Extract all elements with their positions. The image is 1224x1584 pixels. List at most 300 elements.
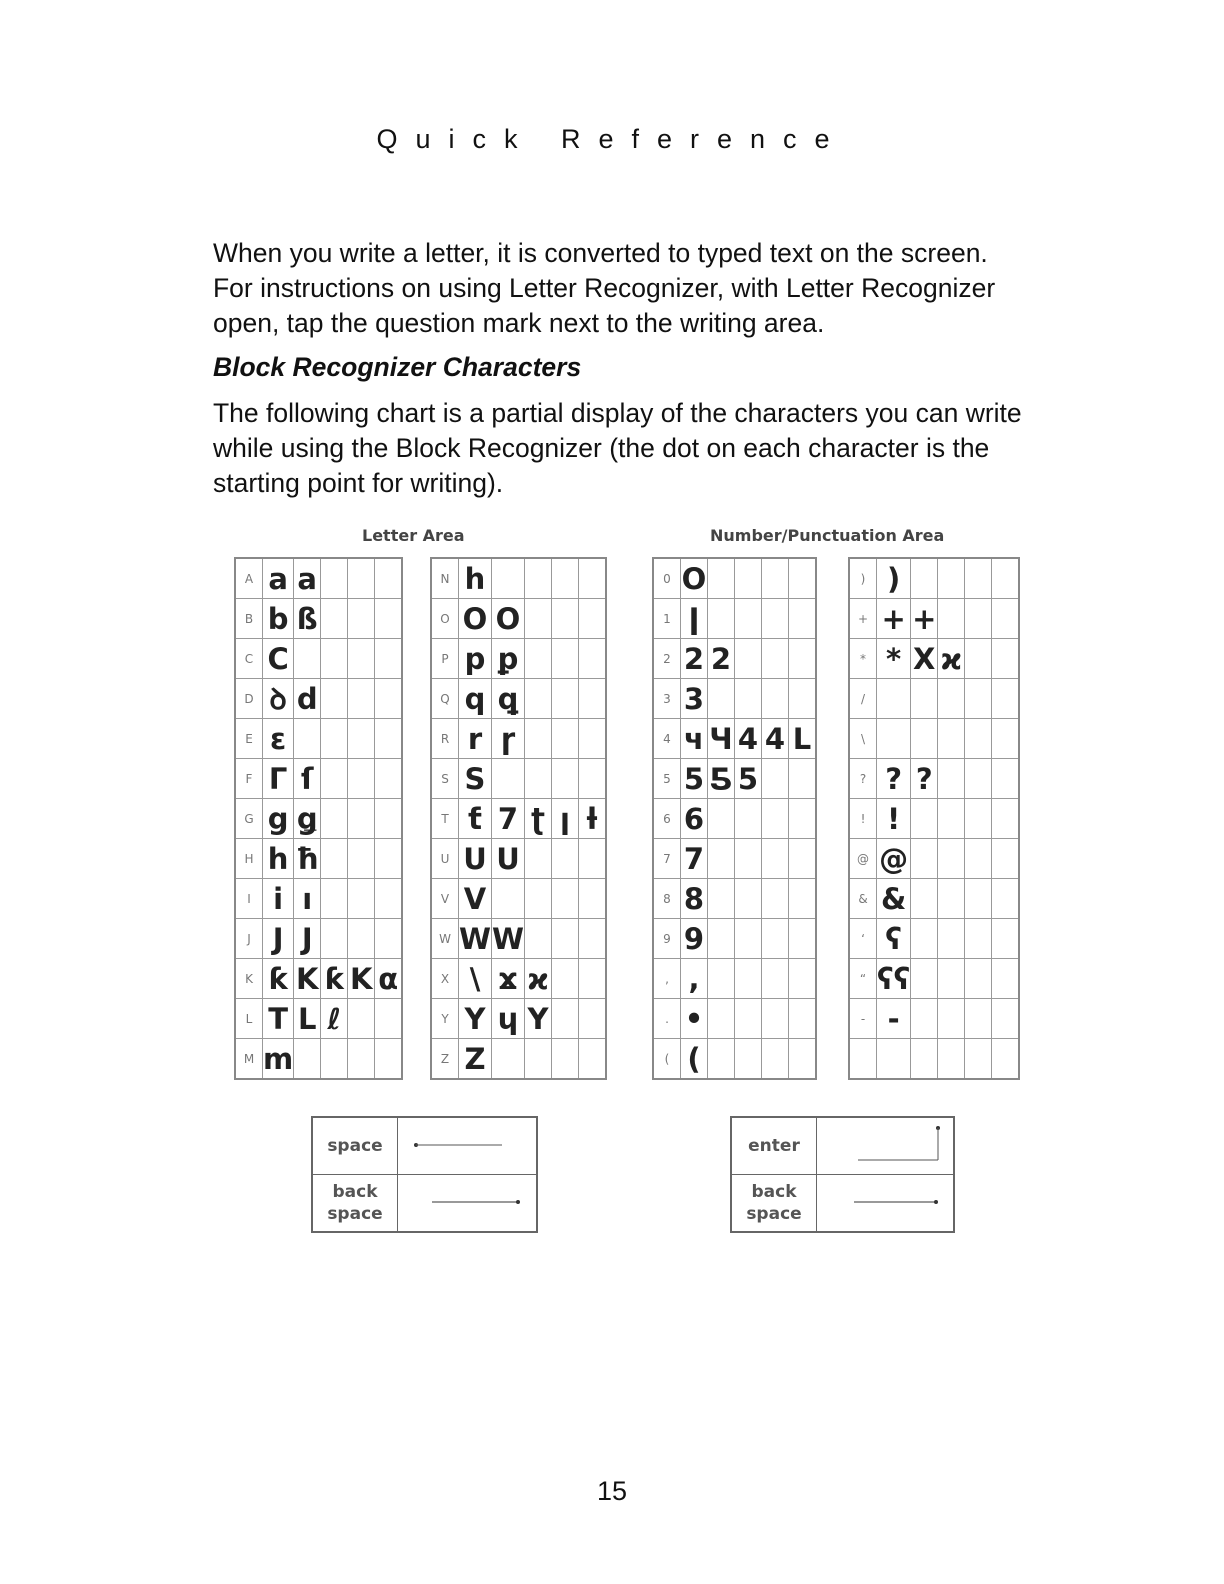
blank-cell <box>708 599 735 639</box>
blank-cell <box>525 558 552 599</box>
stroke-glyph: ǀ <box>681 599 708 639</box>
blank-cell <box>762 759 789 799</box>
blank-cell <box>938 1039 965 1080</box>
character-key: 5 <box>653 759 681 799</box>
blank-cell <box>552 558 579 599</box>
blank-cell <box>375 919 403 959</box>
blank-cell <box>735 1039 762 1080</box>
chart-row <box>849 599 1019 639</box>
stroke-glyph: 4 <box>735 719 762 759</box>
blank-cell <box>911 879 938 919</box>
blank-cell <box>965 759 992 799</box>
back-space-stroke <box>398 1175 538 1233</box>
chart-row <box>849 799 1019 839</box>
blank-cell <box>579 719 607 759</box>
chart-row <box>653 799 816 839</box>
character-key: 6 <box>653 799 681 839</box>
blank-cell <box>579 1039 607 1080</box>
blank-cell <box>579 639 607 679</box>
stroke-glyph: & <box>877 879 911 919</box>
stroke-glyph: ! <box>877 799 911 839</box>
character-key: 2 <box>653 639 681 679</box>
blank-cell <box>348 599 375 639</box>
character-key: S <box>431 759 459 799</box>
blank-cell <box>762 959 789 999</box>
blank-cell <box>938 719 965 759</box>
stroke-glyph: p <box>459 639 492 679</box>
space-stroke <box>398 1117 538 1175</box>
stroke-glyph: ɼ <box>492 719 525 759</box>
blank-cell <box>348 919 375 959</box>
stroke-glyph: Z <box>459 1039 492 1080</box>
blank-cell <box>579 879 607 919</box>
blank-cell <box>525 679 552 719</box>
blank-cell <box>321 919 348 959</box>
blank-cell <box>321 558 348 599</box>
blank-cell <box>938 919 965 959</box>
blank-cell <box>965 679 992 719</box>
back-space-label-line2: space <box>327 1204 383 1224</box>
blank-cell <box>348 639 375 679</box>
chart-row <box>235 959 402 999</box>
blank-cell <box>708 999 735 1039</box>
blank-cell <box>552 679 579 719</box>
character-key: 1 <box>653 599 681 639</box>
blank-cell <box>579 759 607 799</box>
blank-cell <box>525 599 552 639</box>
blank-cell <box>992 599 1020 639</box>
blank-cell <box>735 839 762 879</box>
stroke-glyph: • <box>681 999 708 1039</box>
blank-cell <box>375 679 403 719</box>
stroke-glyph: ʈ <box>525 799 552 839</box>
stroke-glyph: d <box>294 679 321 719</box>
chart-row <box>431 599 606 639</box>
blank-cell <box>735 558 762 599</box>
stroke-glyph: ʕ <box>877 919 911 959</box>
stroke-glyph: C <box>263 639 294 679</box>
stroke-glyph: W <box>459 919 492 959</box>
stroke-glyph: ℓ <box>321 999 348 1039</box>
blank-cell <box>708 558 735 599</box>
stroke-glyph: ꝑ <box>492 639 525 679</box>
chart-row <box>431 558 606 599</box>
chart-row <box>431 719 606 759</box>
character-key: R <box>431 719 459 759</box>
back-space-right-label-line2: space <box>746 1204 802 1224</box>
stroke-glyph: ǥ <box>294 799 321 839</box>
blank-cell <box>552 959 579 999</box>
blank-cell <box>579 919 607 959</box>
chart-row <box>235 558 402 599</box>
blank-cell <box>938 558 965 599</box>
blank-cell <box>789 959 817 999</box>
blank-cell <box>877 679 911 719</box>
blank-cell <box>375 639 403 679</box>
back-space-stroke-icon <box>412 1196 522 1208</box>
chart-row <box>849 558 1019 599</box>
enter-gesture-table <box>730 1116 955 1233</box>
blank-cell <box>965 1039 992 1080</box>
blank-cell <box>579 679 607 719</box>
stroke-glyph: ƚ <box>579 799 607 839</box>
character-key: ( <box>653 1039 681 1080</box>
blank-cell <box>348 558 375 599</box>
blank-cell <box>552 879 579 919</box>
blank-cell <box>735 799 762 839</box>
blank-cell <box>789 679 817 719</box>
stroke-glyph: J <box>294 919 321 959</box>
page-header: Quick Reference <box>376 124 848 154</box>
blank-cell <box>735 999 762 1039</box>
character-key: D <box>235 679 263 719</box>
blank-cell <box>321 759 348 799</box>
character-key: “ <box>849 959 877 999</box>
blank-cell <box>992 1039 1020 1080</box>
back-space-right-label <box>731 1175 817 1233</box>
stroke-glyph: 4 <box>762 719 789 759</box>
blank-cell <box>911 679 938 719</box>
blank-cell <box>992 839 1020 879</box>
blank-cell <box>375 879 403 919</box>
blank-cell <box>552 719 579 759</box>
blank-cell <box>965 639 992 679</box>
space-gesture-table <box>311 1116 538 1233</box>
character-key: Z <box>431 1039 459 1080</box>
blank-cell <box>789 759 817 799</box>
character-key: 4 <box>653 719 681 759</box>
stroke-glyph: S <box>459 759 492 799</box>
blank-cell <box>911 999 938 1039</box>
blank-cell <box>762 839 789 879</box>
character-key: C <box>235 639 263 679</box>
blank-cell <box>348 879 375 919</box>
stroke-glyph: \ <box>459 959 492 999</box>
blank-cell <box>348 759 375 799</box>
blank-cell <box>348 1039 375 1080</box>
stroke-glyph: O <box>492 599 525 639</box>
blank-cell <box>965 999 992 1039</box>
stroke-glyph: g <box>263 799 294 839</box>
character-key: 8 <box>653 879 681 919</box>
blank-cell <box>992 959 1020 999</box>
stroke-glyph: L <box>789 719 817 759</box>
chart-row <box>849 719 1019 759</box>
letter-table-right <box>430 557 607 1080</box>
blank-cell <box>348 999 375 1039</box>
chart-row <box>653 679 816 719</box>
stroke-glyph: h <box>263 839 294 879</box>
character-key: W <box>431 919 459 959</box>
chart-row <box>849 679 1019 719</box>
chart-row <box>235 639 402 679</box>
blank-cell <box>525 919 552 959</box>
blank-cell <box>911 558 938 599</box>
blank-cell <box>965 599 992 639</box>
blank-cell <box>965 839 992 879</box>
stroke-glyph: @ <box>877 839 911 879</box>
character-key: / <box>849 679 877 719</box>
letter-table-left <box>234 557 403 1080</box>
blank-cell <box>789 1039 817 1080</box>
character-key: 0 <box>653 558 681 599</box>
stroke-glyph: K <box>348 959 375 999</box>
character-key: U <box>431 839 459 879</box>
stroke-glyph: ƙ <box>263 959 294 999</box>
blank-cell <box>321 1039 348 1080</box>
stroke-glyph: m <box>263 1039 294 1080</box>
blank-cell <box>348 719 375 759</box>
stroke-glyph: ʕʕ <box>877 959 911 999</box>
blank-cell <box>911 839 938 879</box>
stroke-glyph: 5 <box>681 759 708 799</box>
blank-cell <box>762 879 789 919</box>
stroke-glyph: U <box>459 839 492 879</box>
blank-cell <box>579 599 607 639</box>
blank-cell <box>789 919 817 959</box>
stroke-glyph: ꞁ <box>552 799 579 839</box>
stroke-glyph: ? <box>877 759 911 799</box>
blank-cell <box>579 839 607 879</box>
stroke-glyph: q <box>459 679 492 719</box>
character-key: Y <box>431 999 459 1039</box>
character-key: * <box>849 639 877 679</box>
blank-cell <box>525 639 552 679</box>
blank-cell <box>552 599 579 639</box>
stroke-glyph: ꝗ <box>492 679 525 719</box>
chart-row <box>849 959 1019 999</box>
blank-cell <box>965 879 992 919</box>
enter-label: enter <box>731 1117 817 1175</box>
chart-row <box>235 919 402 959</box>
blank-cell <box>348 679 375 719</box>
blank-cell <box>938 879 965 919</box>
blank-cell <box>552 1039 579 1080</box>
character-key: E <box>235 719 263 759</box>
blank-cell <box>552 759 579 799</box>
stroke-glyph: a <box>263 558 294 599</box>
character-key <box>849 1039 877 1080</box>
blank-cell <box>789 639 817 679</box>
blank-cell <box>735 919 762 959</box>
stroke-glyph: ϰ <box>525 959 552 999</box>
stroke-glyph: ħ <box>294 839 321 879</box>
chart-row <box>235 839 402 879</box>
blank-cell <box>708 959 735 999</box>
blank-cell <box>965 959 992 999</box>
blank-cell <box>789 999 817 1039</box>
space-stroke-icon <box>412 1139 522 1151</box>
stroke-glyph: 7 <box>681 839 708 879</box>
character-key: Q <box>431 679 459 719</box>
stroke-glyph: b <box>263 599 294 639</box>
blank-cell <box>708 919 735 959</box>
stroke-glyph: U <box>492 839 525 879</box>
stroke-glyph: 2 <box>708 639 735 679</box>
character-key: . <box>653 999 681 1039</box>
blank-cell <box>992 999 1020 1039</box>
enter-stroke-icon <box>830 1122 940 1166</box>
blank-cell <box>911 1039 938 1080</box>
blank-cell <box>321 599 348 639</box>
blank-cell <box>938 679 965 719</box>
blank-cell <box>579 558 607 599</box>
chart-row <box>849 879 1019 919</box>
chart-row <box>235 999 402 1039</box>
stroke-glyph: h <box>459 558 492 599</box>
chart-row <box>431 639 606 679</box>
blank-cell <box>579 959 607 999</box>
stroke-glyph: ε <box>263 719 294 759</box>
stroke-glyph: Ч <box>708 719 735 759</box>
blank-cell <box>992 799 1020 839</box>
blank-cell <box>552 919 579 959</box>
blank-cell <box>735 599 762 639</box>
blank-cell <box>789 839 817 879</box>
blank-cell <box>579 999 607 1039</box>
stroke-glyph: + <box>877 599 911 639</box>
blank-cell <box>992 639 1020 679</box>
page-number: 15 <box>596 1476 628 1506</box>
blank-cell <box>762 1039 789 1080</box>
stroke-glyph: 9 <box>681 919 708 959</box>
character-key: M <box>235 1039 263 1080</box>
chart-row <box>653 879 816 919</box>
chart-row <box>653 1039 816 1080</box>
blank-cell <box>789 558 817 599</box>
blank-cell <box>552 999 579 1039</box>
stroke-glyph: O <box>681 558 708 599</box>
blank-cell <box>552 639 579 679</box>
chart-row <box>849 999 1019 1039</box>
blank-cell <box>789 879 817 919</box>
stroke-glyph: ϫ <box>492 959 525 999</box>
stroke-glyph: Ƽ <box>708 759 735 799</box>
chart-row <box>849 1039 1019 1080</box>
blank-cell <box>492 558 525 599</box>
stroke-glyph: + <box>911 599 938 639</box>
blank-cell <box>525 839 552 879</box>
chart-row <box>431 919 606 959</box>
blank-cell <box>938 959 965 999</box>
intro-paragraph: When you write a letter, it is converted to typed text on the screen. For instructions on using Letter Recognizer, with Letter Recognizer open, tap the question mark next to the writing area. <box>213 238 996 338</box>
blank-cell <box>762 639 789 679</box>
character-key: H <box>235 839 263 879</box>
character-key: \ <box>849 719 877 759</box>
blank-cell <box>762 599 789 639</box>
stroke-glyph: J <box>263 919 294 959</box>
section-title: Block Recognizer Characters <box>213 352 582 382</box>
blank-cell <box>735 639 762 679</box>
blank-cell <box>525 759 552 799</box>
character-key: P <box>431 639 459 679</box>
blank-cell <box>492 879 525 919</box>
blank-cell <box>992 759 1020 799</box>
blank-cell <box>735 959 762 999</box>
stroke-glyph: * <box>877 639 911 679</box>
chart-row <box>849 759 1019 799</box>
character-key: B <box>235 599 263 639</box>
blank-cell <box>877 1039 911 1080</box>
stroke-glyph: ? <box>911 759 938 799</box>
stroke-glyph: , <box>681 959 708 999</box>
blank-cell <box>938 599 965 639</box>
character-key: ‘ <box>849 919 877 959</box>
stroke-glyph: Y <box>459 999 492 1039</box>
blank-cell <box>708 799 735 839</box>
chart-row <box>849 919 1019 959</box>
blank-cell <box>708 879 735 919</box>
stroke-glyph: ( <box>681 1039 708 1080</box>
blank-cell <box>911 919 938 959</box>
blank-cell <box>938 999 965 1039</box>
chart-row <box>431 1039 606 1080</box>
stroke-glyph: ß <box>294 599 321 639</box>
stroke-glyph: ſ <box>294 759 321 799</box>
blank-cell <box>321 799 348 839</box>
character-key: , <box>653 959 681 999</box>
character-key: T <box>431 799 459 839</box>
blank-cell <box>762 919 789 959</box>
back-space-label-line1: back <box>332 1182 378 1202</box>
character-key: J <box>235 919 263 959</box>
stroke-glyph: ƙ <box>321 959 348 999</box>
stroke-glyph: Y <box>525 999 552 1039</box>
stroke-glyph: 3 <box>681 679 708 719</box>
character-key: 3 <box>653 679 681 719</box>
blank-cell <box>735 879 762 919</box>
blank-cell <box>992 719 1020 759</box>
stroke-glyph: W <box>492 919 525 959</box>
character-key: & <box>849 879 877 919</box>
blank-cell <box>877 719 911 759</box>
blank-cell <box>321 679 348 719</box>
blank-cell <box>911 959 938 999</box>
stroke-glyph: T <box>263 999 294 1039</box>
blank-cell <box>708 1039 735 1080</box>
chart-row <box>235 799 402 839</box>
blank-cell <box>525 879 552 919</box>
stroke-glyph: V <box>459 879 492 919</box>
character-key: I <box>235 879 263 919</box>
blank-cell <box>965 558 992 599</box>
blank-cell <box>992 919 1020 959</box>
blank-cell <box>348 839 375 879</box>
character-key: V <box>431 879 459 919</box>
chart-row <box>235 759 402 799</box>
chart-row <box>653 759 816 799</box>
character-key: + <box>849 599 877 639</box>
blank-cell <box>321 719 348 759</box>
blank-cell <box>492 759 525 799</box>
blank-cell <box>992 879 1020 919</box>
stroke-glyph: X <box>911 639 938 679</box>
blank-cell <box>321 879 348 919</box>
stroke-glyph: - <box>877 999 911 1039</box>
blank-cell <box>735 679 762 719</box>
character-key: - <box>849 999 877 1039</box>
back-space-label <box>312 1175 398 1233</box>
stroke-glyph: L <box>294 999 321 1039</box>
stroke-glyph: Γ <box>263 759 294 799</box>
stroke-glyph: α <box>375 959 403 999</box>
chart-row <box>235 879 402 919</box>
stroke-glyph: 2 <box>681 639 708 679</box>
chart-row <box>235 679 402 719</box>
section-body: The following chart is a partial display of the characters you can write while using the Block Recognizer (the dot on each character is the starting point for writing). <box>213 398 1022 498</box>
chart-row <box>431 879 606 919</box>
blank-cell <box>762 799 789 839</box>
